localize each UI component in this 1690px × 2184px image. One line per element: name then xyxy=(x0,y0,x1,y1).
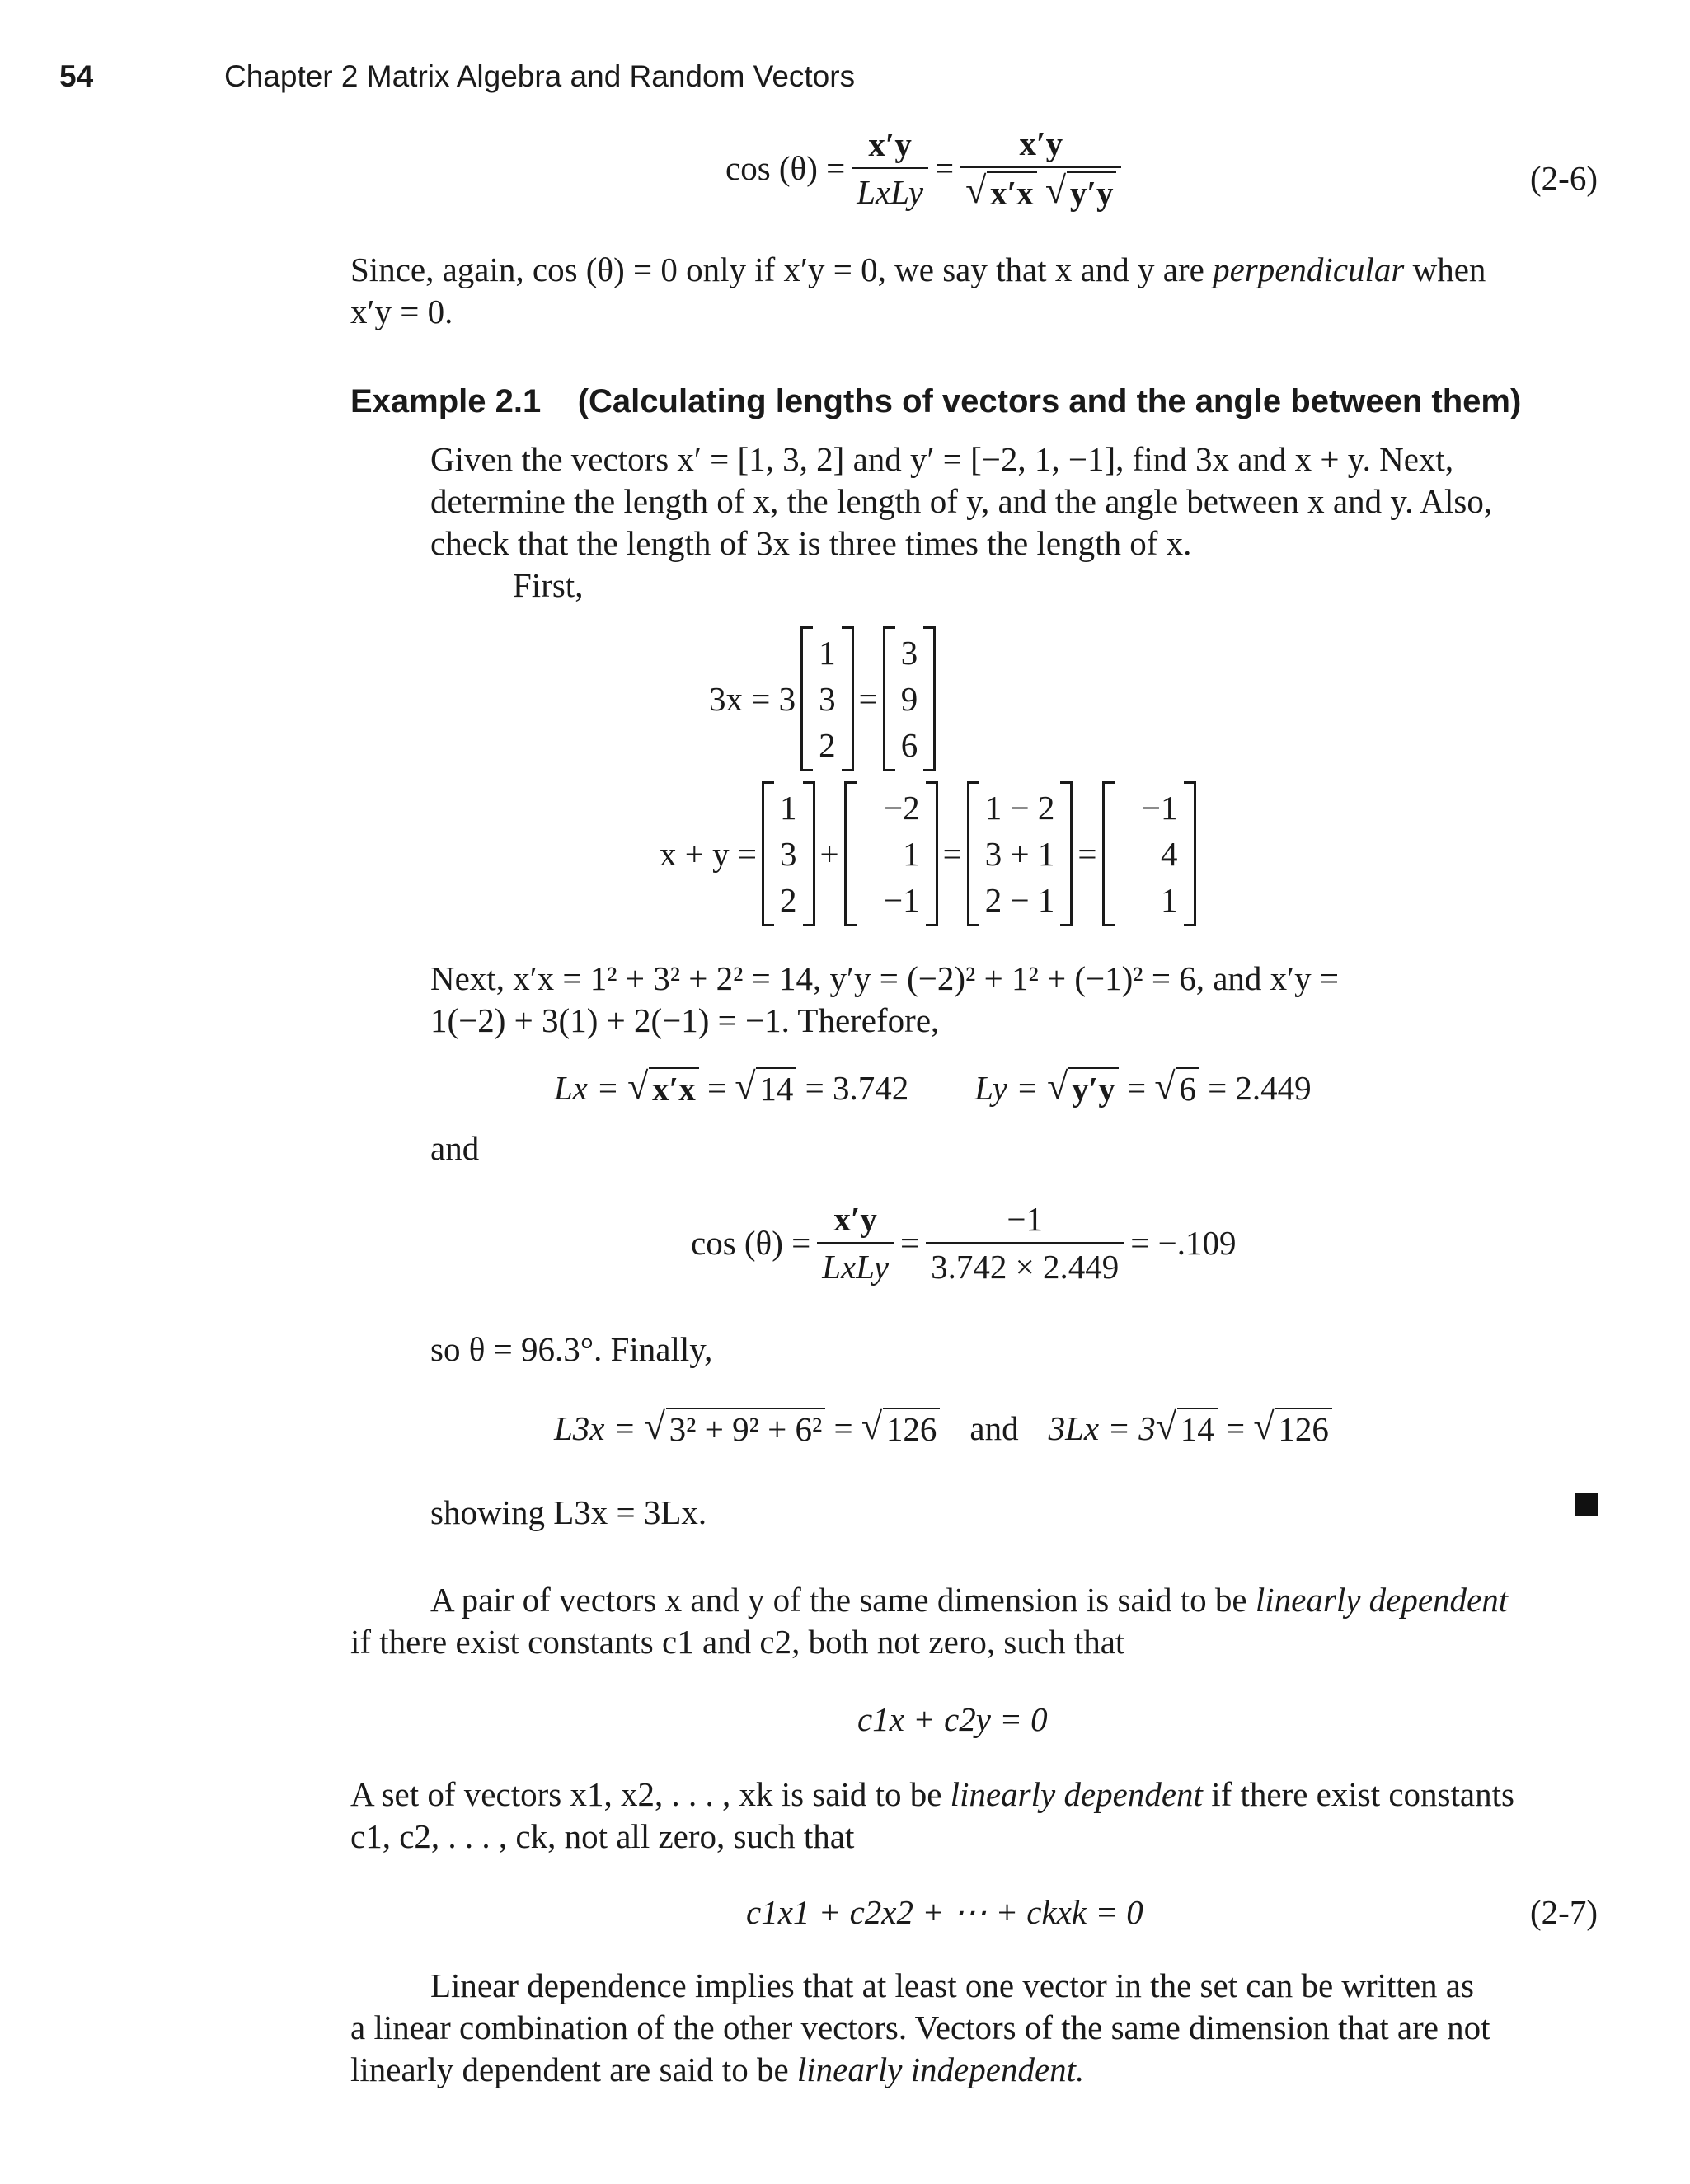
example-line-3: check that the length of 3x is three times the length of x. xyxy=(430,524,1192,562)
final-line-3-italic: linearly independent. xyxy=(796,2050,1085,2088)
three-lx-sqrt-126: 126 xyxy=(1275,1408,1332,1449)
perp-text-d: when xyxy=(1412,251,1486,288)
plus-sign: + xyxy=(819,835,839,873)
example-line-2: determine the length of x, the length of y, and the angle between x and y. Also, xyxy=(430,482,1493,520)
final-line-1: Linear dependence implies that at least one vector in the set can be written as xyxy=(430,1966,1474,2004)
equals-sign: = xyxy=(707,1069,727,1107)
equals-sign: = xyxy=(1226,1409,1246,1447)
vector-x-entry: 1 xyxy=(819,634,836,672)
cos-fraction-2-numerator: −1 xyxy=(1007,1200,1044,1238)
fraction-1-numerator: x′y xyxy=(868,125,912,163)
fraction-1-denominator: LxLy xyxy=(852,167,928,212)
vector-3x-entry: 6 xyxy=(900,726,918,764)
fraction-2-denominator: √ x′x √ y′y xyxy=(960,166,1121,213)
theta-result: so θ = 96.3°. Finally, xyxy=(430,1330,713,1368)
paragraph-perpendicular xyxy=(350,249,1599,333)
end-of-example-square-icon xyxy=(1575,1493,1598,1516)
matrix-3x-lhs: 3x = 3 xyxy=(709,680,796,718)
vector-3x-entry: 3 xyxy=(900,634,918,672)
cos-lhs: cos (θ) = xyxy=(691,1224,811,1262)
lx-sqrt-14: 14 xyxy=(756,1067,796,1108)
l3x-and: and xyxy=(969,1409,1019,1447)
equation-pair: c1x + c2y = 0 xyxy=(857,1700,1048,1738)
equals-sign: = xyxy=(833,1409,853,1447)
sqrt-xx: x′x xyxy=(987,171,1037,213)
set-italic: linearly dependent xyxy=(950,1775,1203,1813)
cos-fraction-1-numerator: x′y xyxy=(833,1200,877,1238)
inner-products-line-1: Next, x′x = 1² + 3² + 2² = 14, y′y = (−2)² + 1² + (−1)² = 6, and x′y = xyxy=(430,959,1340,997)
ly-lhs: Ly = xyxy=(974,1069,1039,1107)
vector-entry: −2 xyxy=(884,789,920,827)
example-heading xyxy=(350,381,1521,423)
perp-text-b: x′y = 0, we say that xyxy=(783,251,1047,288)
cos-fraction-2 xyxy=(926,1199,1124,1286)
cos-fraction-2-denominator: 3.742 × 2.449 xyxy=(926,1242,1124,1286)
paragraph-linear-dependent-set xyxy=(350,1774,1599,1858)
vector-3x-entry: 9 xyxy=(900,680,918,718)
example-label: Example 2.1 xyxy=(350,383,542,419)
vector-x-sum xyxy=(762,781,815,926)
paragraph-final xyxy=(350,1965,1599,2091)
vector-entry: 2 − 1 xyxy=(984,881,1055,919)
showing-line: showing L3x = 3Lx. xyxy=(430,1493,707,1531)
cos-calculation xyxy=(691,1199,1237,1286)
vector-x-entry: 2 xyxy=(819,726,836,764)
equals-sign: = xyxy=(858,680,878,718)
example-line-1: Given the vectors x′ = [1, 3, 2] and y′ = [−2, 1, −1], find 3x and x + y. Next, xyxy=(430,440,1454,478)
vector-entry: 2 xyxy=(780,881,797,919)
perp-italic: perpendicular xyxy=(1213,251,1405,288)
vector-3x xyxy=(883,626,937,771)
lengths-equation: Lx = √ x′x = √ 14 = 3.742 Ly = √ y′y = √ 6 = 2.449 xyxy=(554,1065,1312,1108)
page-number: 54 xyxy=(59,59,94,93)
paragraph-inner-products xyxy=(430,958,1601,1042)
set-line-2: c1, c2, . . . , ck, not all zero, such that xyxy=(350,1817,855,1855)
sqrt-yy: y′y xyxy=(1067,171,1117,213)
cos-fraction-1-denominator: LxLy xyxy=(817,1242,894,1286)
equals-sign: = xyxy=(1077,835,1097,873)
vector-sum-result xyxy=(1102,781,1196,926)
three-lx-sqrt-14: 14 xyxy=(1177,1408,1218,1449)
vector-entry: 3 + 1 xyxy=(984,835,1055,873)
vector-entry: 4 xyxy=(1161,835,1178,873)
lx-lhs: Lx = xyxy=(554,1069,619,1107)
equation-number-2-6: (2-6) xyxy=(1530,159,1598,197)
vector-x-entry: 3 xyxy=(819,680,836,718)
vector-sum-expanded xyxy=(967,781,1073,926)
set-text-a: A set of vectors x1, x2, . . . , xk is said to be xyxy=(350,1775,942,1813)
running-head: Chapter 2 Matrix Algebra and Random Vectors xyxy=(224,59,856,93)
eq-lhs: cos (θ) xyxy=(725,149,818,187)
l3x-equation: L3x = √ 3² + 9² + 6² = √ 126 and 3Lx = 3 √ 14 = √ 126 xyxy=(554,1408,1332,1449)
vector-entry: −1 xyxy=(1141,789,1178,827)
ly-sqrt-6: 6 xyxy=(1176,1067,1199,1108)
l3x-sqrt-126: 126 xyxy=(883,1408,941,1449)
set-text-b: if there exist constants xyxy=(1211,1775,1514,1813)
vector-entry: 1 xyxy=(903,835,920,873)
example-body xyxy=(430,438,1601,607)
example-first: First, xyxy=(513,566,584,604)
inner-products-line-2: 1(−2) + 3(1) + 2(−1) = −1. Therefore, xyxy=(430,1001,940,1039)
fraction-2 xyxy=(960,124,1121,213)
ly-sqrt: y′y xyxy=(1068,1067,1119,1108)
cos-fraction-1 xyxy=(817,1199,894,1286)
equation-2-7: c1x1 + c2x2 + ⋯ + ckxk = 0 xyxy=(746,1893,1143,1931)
fraction-2-numerator: x′y xyxy=(1019,124,1063,162)
fraction-1 xyxy=(852,124,928,212)
vector-entry: 1 − 2 xyxy=(984,789,1055,827)
matrix-sum-equation xyxy=(660,781,1201,926)
paragraph-linear-dependent-pair xyxy=(350,1579,1599,1663)
and-word: and xyxy=(430,1129,480,1167)
matrix-sum-lhs: x + y = xyxy=(660,835,757,873)
l3x-lhs: L3x = xyxy=(554,1409,636,1447)
vector-entry: 1 xyxy=(780,789,797,827)
lin-dep-italic: linearly dependent xyxy=(1255,1581,1509,1619)
vector-entry: 3 xyxy=(780,835,797,873)
equation-2-6: cos (θ) = $\frac{x'y}{\text{LxLy}}$ = x′y √ x′x √ y′y xyxy=(725,124,1128,213)
perp-text-a: Since, again, cos (θ) = 0 only if xyxy=(350,251,776,288)
vector-entry: −1 xyxy=(884,881,920,919)
ly-value: = 2.449 xyxy=(1208,1069,1312,1107)
vector-x xyxy=(800,626,854,771)
matrix-3x-equation xyxy=(709,626,941,771)
lx-value: = 3.742 xyxy=(805,1069,909,1107)
vector-y xyxy=(844,781,938,926)
equals-sign: = xyxy=(1126,1069,1147,1107)
lx-sqrt: x′x xyxy=(649,1067,699,1108)
equation-number-2-7: (2-7) xyxy=(1530,1893,1598,1931)
lin-dep-text: A pair of vectors x and y of the same dimension is said to be xyxy=(430,1581,1247,1619)
final-line-3-text: linearly dependent are said to be xyxy=(350,2050,789,2088)
perp-text-c: x and y are xyxy=(1054,251,1204,288)
lin-dep-line-2: if there exist constants c1 and c2, both not zero, such that xyxy=(350,1623,1125,1661)
three-lx-lhs: 3Lx = 3 xyxy=(1048,1409,1156,1447)
equals-sign: = xyxy=(900,1224,920,1262)
equals-sign: = xyxy=(942,835,962,873)
final-line-2: a linear combination of the other vectors. Vectors of the same dimension that are not xyxy=(350,2008,1490,2046)
example-title: (Calculating lengths of vectors and the angle between them) xyxy=(577,383,1522,419)
vector-entry: 1 xyxy=(1161,881,1178,919)
cos-result: = −.109 xyxy=(1130,1224,1237,1262)
perp-line-2: x′y = 0. xyxy=(350,293,453,330)
l3x-sqrt-sum: 3² + 9² + 6² xyxy=(666,1408,826,1449)
